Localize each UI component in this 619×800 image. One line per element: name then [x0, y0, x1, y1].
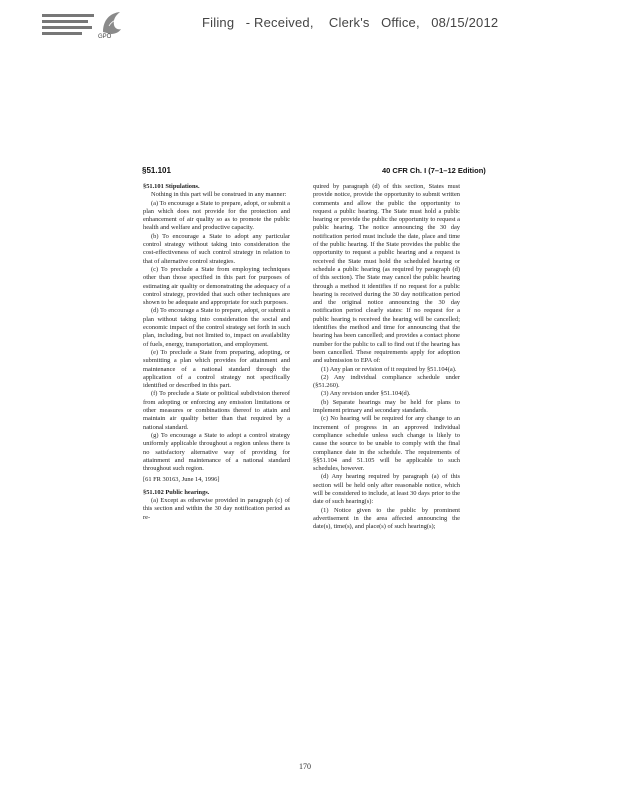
citation: [61 FR 30163, June 14, 1996] [143, 476, 220, 484]
stamp-office: Office, [381, 15, 420, 30]
paragraph: (2) Any individual compliance schedule under (§51.260). [313, 373, 460, 390]
page-number: 170 [299, 762, 311, 771]
logo-line [42, 32, 82, 35]
paragraph: (b) To encourage a State to adopt any particular control strategy without taking into consideration the cost-effectiveness of such control strategy in relation to that of alternative control strategies. [143, 232, 290, 265]
paragraph: (d) To encourage a State to prepare, adopt, or submit a plan without taking into consideration the social and economic impact of the control strategy set forth in such plan, including, but not limited to, impact on availability of fuels, energy, transportation, and employment. [143, 307, 290, 348]
logo-line [42, 14, 94, 17]
logo-line [42, 20, 88, 23]
paragraph: (a) Except as otherwise provided in paragraph (c) of this section and within the 30 day notification period as re- [143, 496, 290, 521]
filing-stamp [202, 15, 498, 30]
paragraph: (d) Any hearing required by paragraph (a) of this section will be held only after reasonable notice, which will be considered to include, at least 30 days prior to the date of such hearing(s): [313, 473, 460, 506]
section-heading: §51.101 Stipulations. [143, 183, 200, 190]
logo-wordmark: GPO [98, 34, 112, 40]
section-heading: §51.102 Public hearings. [143, 488, 210, 496]
paragraph: (1) Any plan or revision of it required by §51.104(a). [321, 365, 457, 373]
stamp-received: - Received, [245, 15, 314, 30]
stamp-filing: Filing [202, 15, 235, 30]
gpo-logo [42, 10, 124, 44]
right-column [313, 183, 460, 531]
running-head-title: 40 CFR Ch. I (7–1–12 Edition) [382, 166, 486, 175]
paragraph: (c) To preclude a State from employing techniques other than those specified in this part for purposes of estimating air quality or demonstrating the adequacy of a control strategy, provided that such other techniques are shown to be adequate and appropriate for such purposes. [143, 265, 290, 307]
paragraph: (a) To encourage a State to prepare, adopt, or submit a plan which does not provide for the protection and enhancement of air quality so as to promote the public health and welfare and productive capacity. [143, 199, 290, 232]
left-column [143, 183, 290, 522]
paragraph: (b) Separate hearings may be held for plans to implement primary and secondary standards. [313, 398, 460, 415]
paragraph: (g) To encourage a State to adopt a control strategy uniformly applicable throughout a region unless there is no satisfactory alternative way of providing for attainment and maintenance of a national standard throughout such region. [143, 431, 290, 473]
paragraph: (1) Notice given to the public by prominent advertisement in the area affected announcing the date(s), time(s), and place(s) of such hearing(s); [313, 506, 460, 531]
paragraph: (e) To preclude a State from preparing, adopting, or submitting a plan which provides for attainment and maintenance of a national standard through the application of a control strategy not specifically identified or described in this part. [143, 348, 290, 390]
paragraph: quired by paragraph (d) of this section, States must provide notice, provide the opportunity to submit written comments and allow the public the opportunity to request a public hearing. The State must hold a public hearing or provide the public the opportunity to request a public hearing. The notice announcing the 30 day notification period must include the date, place and time of the public hearing. If the State provides the public the opportunity to request a public hearing and a request is received the State must hold the scheduled hearing or schedule a public hearing (as required by paragraph (d) of this section). The State may cancel the public hearing through a method it identifies if no request for a public hearing is received during the 30 day notification period and the original notice announcing the 30 day notification period clearly states: If no request for a public hearing is received the hearing will be cancelled; identifies the method and time for announcing that the hearing has been cancelled; and provides a contact phone number for the public to call to find out if the hearing has been cancelled. These requirements apply for adoption and submission to EPA of: [313, 183, 460, 365]
stamp-clerk: Clerk's [328, 15, 370, 30]
paragraph: (f) To preclude a State or political subdivision thereof from adopting or enforcing any emission limitations or other measures or combinations thereof to attain and maintain air quality better than that required by a national standard. [143, 390, 290, 431]
logo-line [42, 26, 92, 29]
running-head-section: §51.101 [142, 166, 171, 175]
paragraph: Nothing in this part will be construed in any manner: [151, 191, 287, 199]
stamp-date: 08/15/2012 [431, 15, 499, 30]
paragraph: (c) No hearing will be required for any change to an increment of progress in an approved individual compliance schedule unless such change is likely to cause the source to be unable to comply with the final compliance date in the schedule. The requirements of §§51.104 and 51.105 will be applicable to such schedules, however. [313, 415, 460, 473]
paragraph: (3) Any revision under §51.104(d). [321, 390, 411, 398]
